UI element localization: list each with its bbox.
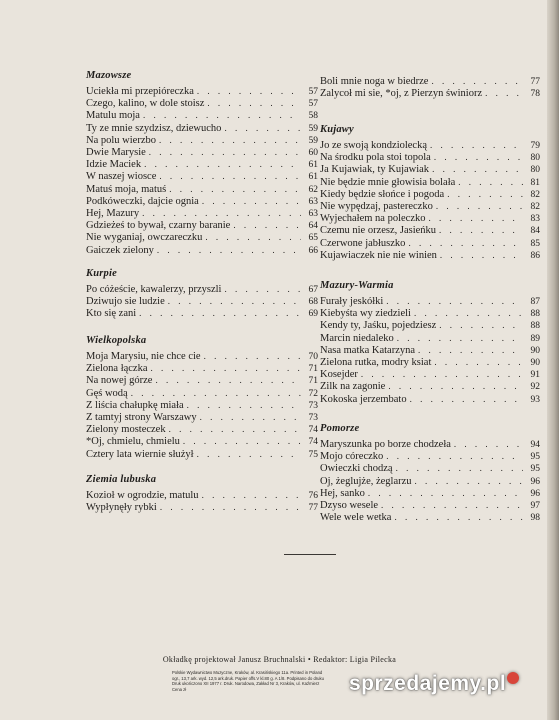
dot-leader (428, 213, 523, 225)
dot-leader (458, 177, 523, 189)
song-title: Uciekła mi przepióreczka (86, 86, 194, 97)
song-title: Gęś wodą (86, 387, 128, 399)
song-title: Podkóweczki, dajcie ognia (86, 195, 199, 207)
page-number: 96 (530, 488, 540, 499)
dot-leader (440, 250, 523, 262)
page-number: 64 (308, 221, 318, 232)
imprint-line: Cena zł (172, 686, 187, 692)
separator-line (284, 554, 336, 555)
page-number: 58 (308, 111, 318, 122)
imprint-line: Druk ukończono XII 1977 r. Druk. Narodowa, Zakład Nr 3, Kraków, ul. Kaźmierz (172, 681, 320, 687)
toc-entry (86, 86, 318, 98)
page-number: 90 (530, 345, 540, 356)
section-heading: Wielkopolska (86, 335, 147, 346)
dot-leader (159, 135, 301, 147)
toc-entry (86, 412, 318, 424)
page-number: 77 (530, 77, 540, 87)
credits-line: Okładkę projektował Janusz Bruchnalski • Redaktor: Ligia Pilecka (162, 655, 397, 664)
imprint-line: Polskie Wydawnictwo Muzyczne, Kraków, al. Krasińskiego 11a. Printed in Poland (172, 670, 323, 675)
dot-leader (386, 296, 523, 308)
page-number: 95 (530, 452, 540, 463)
toc-entry (86, 388, 318, 400)
dot-leader (169, 184, 301, 196)
toc-entry (86, 400, 318, 412)
toc-entry (320, 512, 540, 524)
song-title: Kiedy będzie słońce i pogoda (320, 188, 445, 200)
song-title: Dwie Marysie (86, 147, 146, 158)
song-title: Zalycoł mi sie, *oj, z Pierzyn świniorz (320, 88, 483, 100)
page-number: 57 (308, 99, 318, 110)
dot-leader (144, 159, 301, 171)
watermark-logo (349, 672, 519, 696)
toc-entry (86, 123, 318, 135)
page-number: 73 (308, 400, 318, 411)
dot-leader (485, 88, 523, 100)
dot-leader (159, 171, 301, 183)
toc-entry (320, 88, 540, 100)
dot-leader (183, 436, 301, 448)
dot-leader (202, 490, 301, 502)
dot-leader (143, 110, 301, 122)
dot-leader (169, 424, 301, 436)
dot-leader (439, 320, 523, 332)
song-title: Idzie Maciek (86, 159, 142, 171)
page-number: 77 (308, 503, 318, 514)
song-title: Ja Kujawiak, ty Kujawiak (320, 164, 430, 176)
toc-entry (320, 357, 540, 369)
dot-leader (202, 196, 301, 208)
page-number: 70 (308, 352, 318, 362)
dot-leader (368, 488, 523, 500)
song-title: Dzyso wesele (320, 500, 379, 511)
toc-entry (320, 189, 540, 201)
song-title: Jo ze swoją kondziolecką (320, 140, 428, 151)
dot-leader (432, 164, 523, 176)
dot-leader (197, 86, 301, 98)
song-title: Owieczki chodzą (320, 463, 393, 475)
dot-leader (207, 98, 301, 110)
song-title: Nie wypędzaj, pastereczko (320, 201, 433, 212)
toc-entry (320, 476, 540, 488)
song-title: Czemu nie orzesz, Jasieńku (320, 225, 437, 237)
dot-leader (396, 463, 523, 475)
song-title: Kendy ty, Jaśku, pojedziesz (320, 320, 437, 332)
song-title: Kujawiaczek nie nie winien (320, 249, 437, 261)
page-number: 85 (530, 238, 540, 249)
dot-leader (160, 502, 301, 514)
dot-leader (151, 363, 301, 375)
page-number: 97 (530, 501, 540, 511)
dot-leader (418, 345, 523, 357)
toc-entry (320, 177, 540, 189)
dot-leader (200, 412, 301, 424)
page-number: 61 (308, 160, 318, 171)
section-heading: Ziemia lubuska (86, 474, 157, 485)
song-title: Ty ze mnie szydzisz, dziewucho (86, 122, 222, 134)
toc-entry (86, 363, 318, 375)
dot-leader (168, 296, 301, 308)
dot-leader (142, 208, 301, 220)
song-title: Na nowej górze (86, 375, 153, 387)
song-title: Mojo córeczko (320, 451, 384, 463)
watermark-text: sprzedajemy.pl (349, 672, 507, 695)
page-number: 82 (530, 202, 540, 212)
toc-entry (86, 308, 318, 320)
dot-leader (410, 394, 523, 406)
toc-entry (86, 184, 318, 196)
dot-leader (205, 232, 301, 244)
page-number: 80 (530, 165, 540, 176)
page-number: 73 (308, 413, 318, 423)
toc-entry (86, 147, 318, 159)
dot-leader (224, 284, 301, 296)
toc-entry (320, 201, 540, 213)
toc-entry (86, 375, 318, 387)
song-title: Po cóżeście, kawalerzy, przyszli (86, 284, 222, 295)
toc-entry (320, 308, 540, 320)
page-number: 72 (308, 388, 318, 399)
song-title: Zielona łączka (86, 363, 148, 375)
song-title: Z liścia chałupkę miała (86, 399, 184, 411)
toc-entry (320, 369, 540, 381)
page-number: 63 (308, 196, 318, 207)
dot-leader (408, 238, 523, 250)
toc-entry (320, 439, 540, 451)
song-title: Zielony mosteczek (86, 424, 166, 436)
song-title: Moja Marysiu, nie chce cie (86, 351, 201, 362)
song-title: Gaiczek zielony (86, 244, 154, 256)
dot-leader (394, 512, 523, 524)
toc-entry (320, 488, 540, 500)
page-number: 83 (530, 214, 540, 225)
page-edge (547, 0, 559, 720)
dot-leader (157, 245, 301, 257)
page-number: 79 (530, 141, 540, 151)
song-title: Czego, kalino, w dole stoisz (86, 98, 205, 110)
page-number: 94 (530, 440, 540, 450)
toc-entry (320, 320, 540, 332)
song-title: Matuś moja, matuś (86, 183, 167, 195)
song-title: Boli mnie noga w biedrze (320, 76, 429, 87)
page-number: 60 (308, 148, 318, 158)
page-number: 88 (530, 321, 540, 332)
imprint-line: ogr., 13,7 ark. wyd. 12,5 ark.druk. Papier offs.V kl.80 g. A 1/8. Podpisano do druku (172, 675, 324, 681)
dot-leader (434, 152, 523, 164)
section-heading: Kujawy (320, 124, 354, 135)
dot-leader (430, 140, 523, 152)
dot-leader (436, 201, 523, 213)
page-number: 82 (530, 189, 540, 200)
page-number: 96 (530, 476, 540, 487)
page-number: 71 (308, 376, 318, 387)
song-title: Wyjechałem na poleczko (320, 213, 426, 225)
page-number: 81 (530, 177, 540, 188)
toc-entry (86, 232, 318, 244)
watermark-dot-icon (507, 672, 519, 684)
page-number: 59 (308, 135, 318, 146)
page-number: 61 (308, 172, 318, 183)
toc-entry (86, 490, 318, 502)
page-number: 90 (530, 358, 540, 368)
toc-entry (86, 98, 318, 110)
toc-entry (86, 424, 318, 436)
dot-leader (155, 375, 301, 387)
toc-entry (320, 345, 540, 357)
page-number: 66 (308, 245, 318, 256)
page-number: 59 (308, 123, 318, 134)
song-title: Kiebyśta wy ziedzieli (320, 308, 411, 320)
page-number: 57 (308, 87, 318, 97)
dot-leader (361, 369, 523, 381)
song-title: Gdzieżeś to bywał, czarny baranie (86, 220, 231, 232)
dot-leader (447, 189, 523, 201)
toc-entry (320, 333, 540, 345)
song-title: W naszej wiosce (86, 171, 157, 183)
page-number: 63 (308, 209, 318, 219)
page-number: 93 (530, 394, 540, 405)
page-number: 69 (308, 309, 318, 320)
toc-entry (320, 250, 540, 262)
page-number: 92 (530, 382, 540, 393)
song-title: Nasa matka Katarzyna (320, 344, 416, 356)
toc-entry (86, 171, 318, 183)
section-heading: Mazury-Warmia (320, 280, 394, 291)
toc-entry (320, 164, 540, 176)
song-title: Maryszunka po borze chodzeła (320, 439, 451, 450)
dot-leader (454, 439, 523, 451)
dot-leader (139, 308, 301, 320)
page-number: 78 (530, 89, 540, 100)
page-number: 62 (308, 184, 318, 195)
song-title: Kokoska jerzembato (320, 393, 407, 405)
toc-entry (86, 208, 318, 220)
dot-leader (149, 147, 301, 159)
toc-entry (320, 152, 540, 164)
song-title: Z tamtyj strony Warszawy (86, 412, 197, 423)
song-title: Na środku pola stoi topola (320, 152, 431, 164)
song-title: Na polu wierzbo (86, 134, 156, 146)
toc-entry (320, 381, 540, 393)
dot-leader (131, 388, 301, 400)
song-title: Kozioł w ogrodzie, matulu (86, 490, 199, 501)
song-title: Wypłynęły rybki (86, 502, 157, 514)
toc-entry (86, 449, 318, 461)
section-heading: Kurpie (86, 268, 117, 279)
page-number: 86 (530, 250, 540, 261)
page-number: 89 (530, 333, 540, 344)
song-title: Cztery lata wiernie służył (86, 448, 194, 460)
toc-entry (86, 296, 318, 308)
song-title: Oj, żeglujże, żeglarzu (320, 475, 412, 487)
song-title: Marcin niedaleko (320, 332, 394, 344)
page-number: 74 (308, 437, 318, 448)
dot-leader (204, 351, 301, 363)
toc-entry (86, 220, 318, 232)
toc-entry (86, 436, 318, 448)
toc-entry (86, 196, 318, 208)
song-title: Matulu moja (86, 110, 140, 122)
dot-leader (431, 76, 523, 88)
dot-leader (386, 451, 523, 463)
page-number: 67 (308, 285, 318, 295)
song-title: Wele wele wetka (320, 512, 392, 524)
song-title: Kosejder (320, 369, 358, 381)
page-number: 87 (530, 297, 540, 307)
page-number: 95 (530, 464, 540, 475)
toc-entry (320, 238, 540, 250)
page-number: 71 (308, 364, 318, 375)
toc-entry (86, 159, 318, 171)
toc-entry (320, 394, 540, 406)
song-title: Nie będzie mnie głowisia bolała (320, 176, 456, 188)
song-title: Kto się zani (86, 308, 137, 320)
dot-leader (197, 449, 301, 461)
toc-entry (320, 213, 540, 225)
dot-leader (439, 225, 523, 237)
dot-leader (224, 123, 301, 135)
toc-entry (320, 225, 540, 237)
toc-entry (86, 110, 318, 122)
page-number: 84 (530, 226, 540, 237)
song-title: Zielona rutka, modry ksiat (320, 357, 432, 368)
dot-leader (414, 308, 523, 320)
toc-entry (320, 296, 540, 308)
toc-entry (86, 351, 318, 363)
dot-leader (187, 400, 301, 412)
toc-entry (86, 502, 318, 514)
toc-entry (86, 135, 318, 147)
page-number: 65 (308, 233, 318, 244)
toc-entry (320, 463, 540, 475)
dot-leader (388, 381, 523, 393)
toc-entry (86, 245, 318, 257)
dot-leader (434, 357, 523, 369)
toc-entry (86, 284, 318, 296)
page-number: 74 (308, 425, 318, 436)
toc-entry (320, 140, 540, 152)
page-number: 68 (308, 297, 318, 308)
dot-leader (381, 500, 523, 512)
page-number: 91 (530, 370, 540, 381)
section-heading: Mazowsze (86, 70, 132, 81)
song-title: Furały jeskółki (320, 296, 384, 307)
song-title: *Oj, chmielu, chmielu (86, 436, 180, 448)
page-number: 76 (308, 491, 318, 501)
page-number: 88 (530, 309, 540, 320)
toc-entry (320, 500, 540, 512)
page-number: 98 (530, 513, 540, 524)
section-heading: Pomorze (320, 423, 360, 434)
dot-leader (233, 220, 301, 232)
song-title: Zilk na zagonie (320, 381, 386, 393)
song-title: Nie wyganiaj, owczareczku (86, 232, 203, 244)
dot-leader (415, 476, 523, 488)
song-title: Hej, sanko (320, 487, 365, 499)
page-number: 80 (530, 153, 540, 164)
song-title: Hej, Mazury (86, 208, 140, 219)
toc-entry (320, 76, 540, 88)
dot-leader (397, 333, 523, 345)
page-number: 75 (308, 449, 318, 460)
toc-entry (320, 451, 540, 463)
song-title: Dziwujo sie ludzie (86, 296, 165, 308)
song-title: Czerwone jabłuszko (320, 237, 406, 249)
